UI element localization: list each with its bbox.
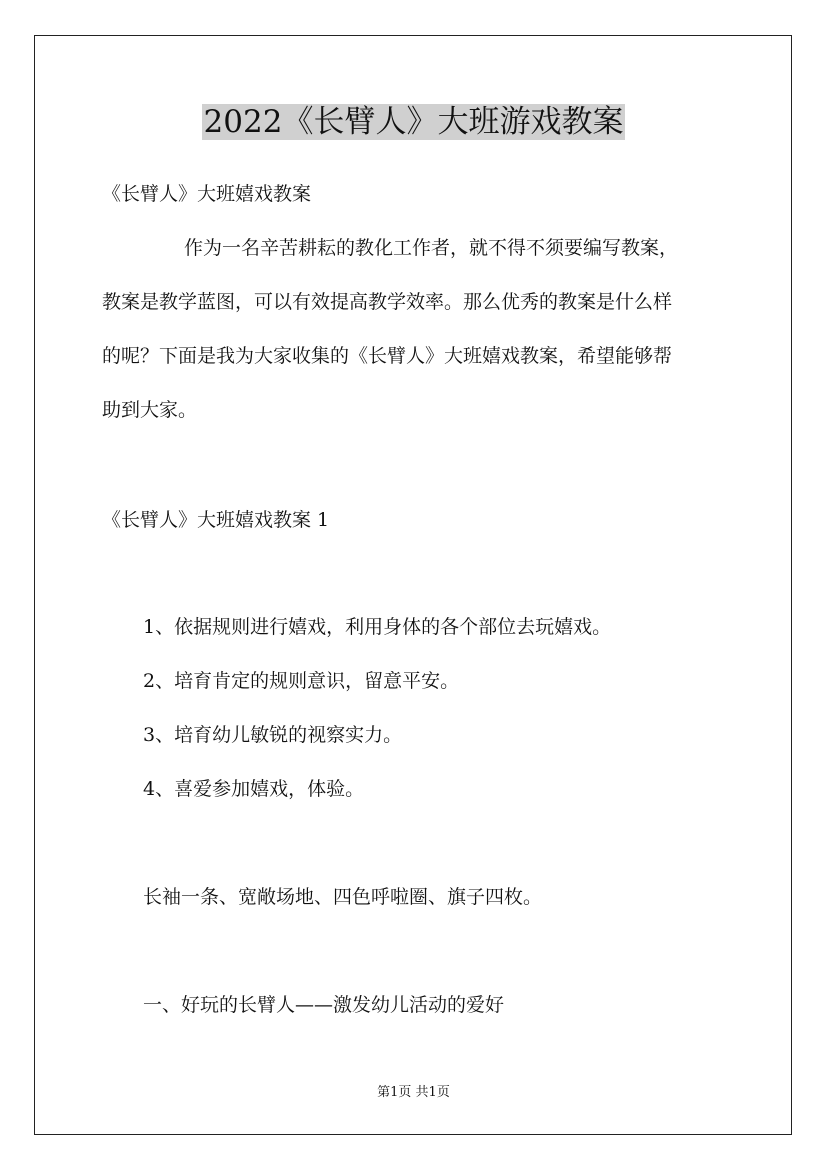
intro-line-1: 作为一名辛苦耕耘的教化工作者，就不得不须要编写教案， [184,237,679,259]
goal-item-4: 4、喜爱参加嬉戏，体验。 [143,778,365,800]
goal-item-3: 3、培育幼儿敏锐的视察实力。 [143,724,403,746]
materials-line: 长袖一条、宽敞场地、四色呼啦圈、旗子四枚。 [143,886,543,908]
intro-line-2: 教案是教学蓝图，可以有效提高教学效率。那么优秀的教案是什么样 [102,291,673,313]
goal-item-2: 2、培育肯定的规则意识，留意平安。 [143,670,460,692]
page-footer: 第1页 共1页 [377,1085,450,1100]
document-title [0,100,827,144]
document-subtitle: 《长臂人》大班嬉戏教案 [102,183,312,205]
intro-line-3: 的呢？下面是我为大家收集的《长臂人》大班嬉戏教案，希望能够帮 [102,345,673,367]
document-title-text: 2022《长臂人》大班游戏教案 [203,104,624,140]
goal-item-1: 1、依据规则进行嬉戏，利用身体的各个部位去玩嬉戏。 [143,616,612,638]
activity-step-1: 一、好玩的长臂人——激发幼儿活动的爱好 [143,994,505,1016]
intro-line-4: 助到大家。 [102,399,198,421]
section-heading: 《长臂人》大班嬉戏教案 1 [102,509,330,531]
